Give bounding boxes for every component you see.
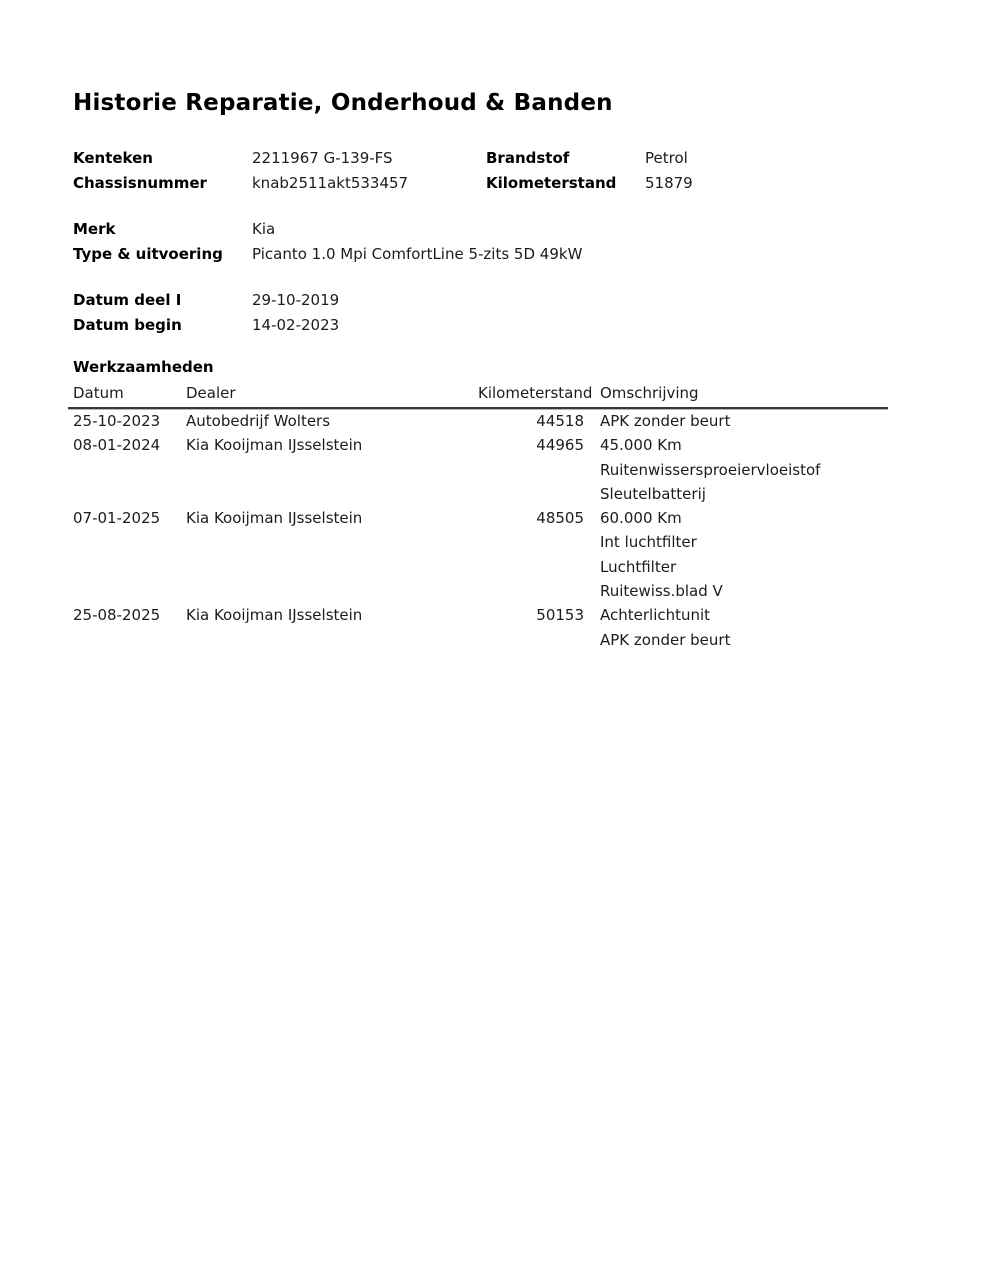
cell-datum: 07-01-2025 [73,509,161,528]
cell-dealer-empty [186,579,478,603]
cell-datum-empty [68,458,186,482]
cell-omschrijving: Int luchtfilter [600,533,697,552]
table-row-continuation [68,482,888,506]
cell-omschrijving: Luchtfilter [600,557,677,576]
cell-kilometerstand-empty [478,530,584,554]
datum-deel-1-value: 29-10-2019 [252,291,340,309]
cell-kilometerstand: 50153 [536,606,584,625]
cell-kilometerstand-empty [478,482,584,506]
vehicle-identity-block [73,146,929,195]
chassisnummer-value: knab2511akt533457 [252,173,409,192]
cell-omschrijving: Achterlichtunit [600,606,711,625]
table-row [68,409,888,433]
cell-dealer: Kia Kooijman IJsselstein [186,606,363,625]
cell-dealer: Kia Kooijman IJsselstein [186,509,363,528]
cell-dealer-empty [186,482,478,506]
cell-kilometerstand-empty [478,628,584,652]
cell-omschrijving: 60.000 Km [600,509,682,528]
cell-datum: 08-01-2024 [73,436,161,455]
cell-datum-empty [68,482,186,506]
merk-value: Kia [252,220,276,238]
table-header-row [68,383,888,409]
cell-omschrijving: APK zonder beurt [600,412,731,430]
cell-kilometerstand-empty [478,458,584,482]
cell-omschrijving: Ruitenwissersproeiervloeistof [600,460,821,479]
cell-kilometerstand-empty [478,579,584,603]
info-row [73,313,929,338]
kilometerstand-label: Kilometerstand [486,173,617,192]
cell-dealer-empty [186,530,478,554]
cell-dealer-empty [186,458,478,482]
vehicle-model-block [73,217,929,266]
cell-kilometerstand: 44518 [536,412,584,430]
info-row [73,242,929,267]
cell-omschrijving: Ruitewiss.blad V [600,582,723,601]
table-row-continuation [68,530,888,554]
cell-omschrijving: 45.000 Km [600,436,682,455]
type-uitvoering-value: Picanto 1.0 Mpi ComfortLine 5-zits 5D 49kW [252,244,583,263]
cell-kilometerstand: 48505 [536,509,584,528]
cell-kilometerstand-empty [478,555,584,579]
cell-datum-empty [68,628,186,652]
table-row [68,506,888,530]
column-header-datum: Datum [73,384,124,402]
table-row-continuation [68,555,888,579]
kenteken-label: Kenteken [73,149,153,167]
datum-begin-value: 14-02-2023 [252,315,340,334]
info-row [73,146,929,171]
brandstof-value: Petrol [645,149,688,167]
cell-datum-empty [68,579,186,603]
cell-kilometerstand: 44965 [536,436,584,455]
table-row [68,433,888,457]
brandstof-label: Brandstof [486,149,570,167]
page-title: Historie Reparatie, Onderhoud & Banden [73,90,613,116]
merk-label: Merk [73,220,116,238]
cell-datum-empty [68,530,186,554]
cell-dealer: Autobedrijf Wolters [186,412,331,430]
table-row-continuation [68,458,888,482]
column-header-omschrijving: Omschrijving [600,384,699,402]
info-row [73,217,929,242]
werkzaamheden-heading: Werkzaamheden [73,358,214,376]
cell-dealer: Kia Kooijman IJsselstein [186,436,363,455]
kilometerstand-value: 51879 [645,173,693,192]
cell-datum-empty [68,555,186,579]
kenteken-value: 2211967 G-139-FS [252,149,393,167]
table-row-continuation [68,628,888,652]
cell-dealer-empty [186,555,478,579]
cell-dealer-empty [186,628,478,652]
cell-datum: 25-08-2025 [73,606,161,625]
info-row [73,288,929,313]
chassisnummer-label: Chassisnummer [73,173,207,192]
table-row-continuation [68,579,888,603]
datum-begin-label: Datum begin [73,315,182,334]
cell-omschrijving: Sleutelbatterij [600,484,706,503]
datum-deel-1-label: Datum deel I [73,291,182,309]
column-header-kilometerstand: Kilometerstand [478,384,593,402]
info-row [73,171,929,196]
column-header-dealer: Dealer [186,384,236,402]
vehicle-dates-block [73,288,929,337]
type-uitvoering-label: Type & uitvoering [73,244,223,263]
cell-omschrijving: APK zonder beurt [600,630,731,649]
werkzaamheden-table [68,383,888,652]
table-row [68,603,888,627]
cell-datum: 25-10-2023 [73,412,161,430]
